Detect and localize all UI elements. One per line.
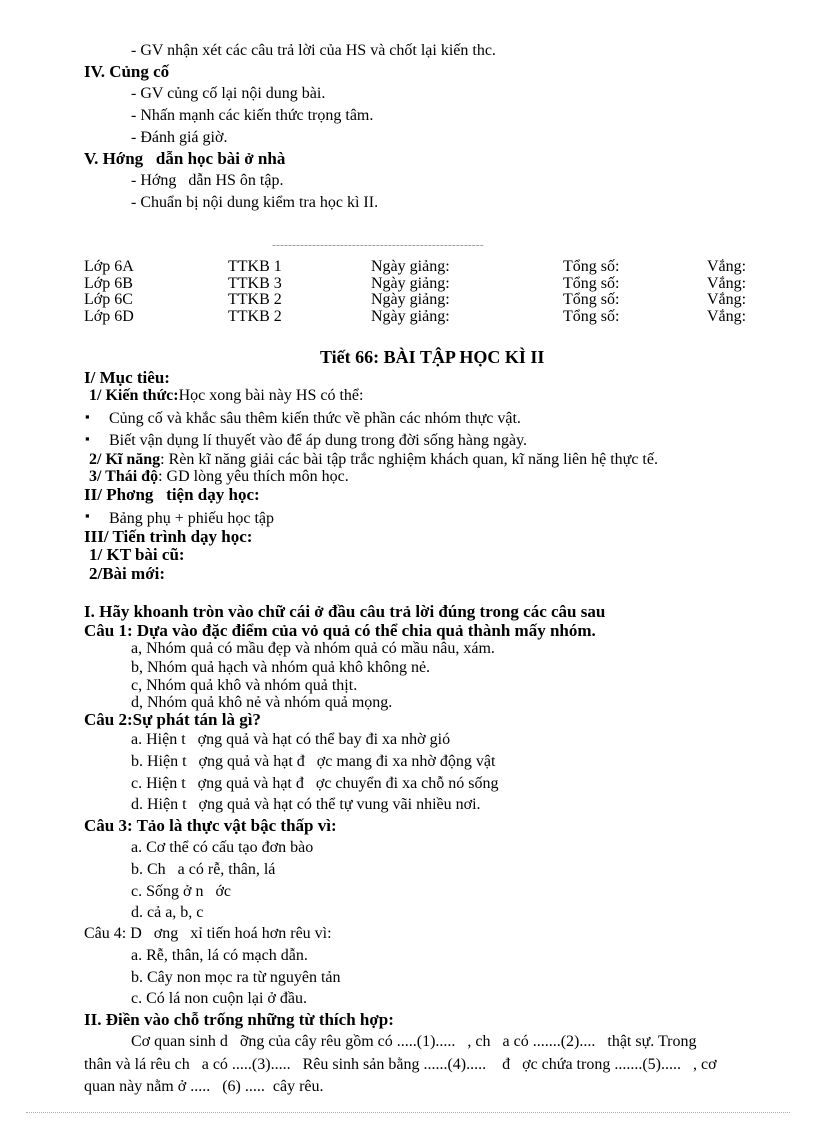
q4-option: b. Cây non mọc ra từ nguyên tản <box>131 969 341 986</box>
absent-label: Vắng: <box>707 308 747 325</box>
bullet-icon: ▪ <box>85 409 90 424</box>
materials-title: II/ Phơng tiện dạy học: <box>84 485 260 504</box>
total-label: Tổng số: <box>563 291 620 308</box>
bullet-icon: ▪ <box>85 508 90 523</box>
knowledge-label: 1/ Kiến thức: <box>89 387 179 404</box>
attitude-text: : GD lòng yêu thích môn học. <box>158 468 349 485</box>
ttkb: TTKB 2 <box>228 291 282 308</box>
fill-in-line: quan này nằm ở ..... (6) ..... cây rêu. <box>84 1078 324 1095</box>
bullet-icon: ▪ <box>85 431 90 446</box>
class-name: Lớp 6B <box>84 275 133 292</box>
knowledge-bullet: Biết vận dụng lí thuyết vào để áp dung trong đời sống hàng ngày. <box>109 432 528 449</box>
schedule-row <box>84 291 764 308</box>
question-4: Câu 4: D ơng xỉ tiến hoá hơn rêu vì: <box>84 925 332 942</box>
q4-option: a. Rễ, thân, lá có mạch dẫn. <box>131 947 308 964</box>
q2-option: b. Hiện t ợng quả và hạt đ ợc mang đi xa nhờ động vật <box>131 753 496 770</box>
dashed-divider: ----------------------------------------------------- <box>272 238 484 246</box>
fill-in-line: thân và lá rêu ch a có .....(3)..... Rêu sinh sản bằng ......(4)..... đ ợc chứa trong .......(5)..... , cơ <box>84 1056 717 1073</box>
skills-line <box>89 451 658 469</box>
knowledge-line <box>89 387 363 405</box>
question-1: Câu 1: Dựa vào đặc điểm của vỏ quả có thể chia quả thành mấy nhóm. <box>84 621 596 640</box>
huong-dan-item: - Chuẩn bị nội dung kiểm tra học kì II. <box>131 194 379 211</box>
process-title: III/ Tiến trình dạy học: <box>84 527 253 546</box>
cung-co-item: - Nhấn mạnh các kiến thức trọng tâm. <box>131 107 374 124</box>
class-name: Lớp 6D <box>84 308 134 325</box>
total-label: Tổng số: <box>563 308 620 325</box>
new-lesson: 2/Bài mới: <box>89 564 165 583</box>
part1-title: I. Hãy khoanh tròn vào chữ cái ở đầu câu trả lời đúng trong các câu sau <box>84 602 606 621</box>
schedule-row <box>84 258 764 275</box>
total-label: Tổng số: <box>563 275 620 292</box>
materials-item: Bảng phụ + phiếu học tập <box>109 510 274 527</box>
teaching-date-label: Ngày giảng: <box>371 275 450 292</box>
cung-co-item: - Đánh giá giờ. <box>131 129 228 146</box>
ttkb: TTKB 3 <box>228 275 282 292</box>
q3-option: b. Ch a có rễ, thân, lá <box>131 861 276 878</box>
fill-in-line: Cơ quan sinh d ỡng của cây rêu gồm có .....(1)..... , ch a có .......(2).... thật sự. Trong <box>131 1033 697 1050</box>
question-3: Câu 3: Tảo là thực vật bậc thấp vì: <box>84 816 337 835</box>
teaching-date-label: Ngày giảng: <box>371 308 450 325</box>
part2-title: II. Điền vào chỗ trống những từ thích hợp: <box>84 1010 394 1029</box>
knowledge-text: Học xong bài này HS có thể: <box>178 387 364 404</box>
teaching-date-label: Ngày giảng: <box>371 258 450 275</box>
absent-label: Vắng: <box>707 275 747 292</box>
schedule-row <box>84 275 764 292</box>
total-label: Tổng số: <box>563 258 620 275</box>
attitude-line <box>89 468 349 486</box>
schedule-row <box>84 308 764 325</box>
q1-option: c, Nhóm quả khô và nhóm quả thịt. <box>131 677 358 694</box>
section-title-cung-co: IV. Củng cố <box>84 62 170 81</box>
question-2: Câu 2:Sự phát tán là gì? <box>84 710 261 729</box>
q1-option: a, Nhóm quả có mầu đẹp và nhóm quả có mầu nâu, xám. <box>131 640 495 657</box>
objectives-title: I/ Mục tiêu: <box>84 368 170 387</box>
section-title-huong-dan: V. Hớng dẫn học bài ở nhà <box>84 149 286 168</box>
knowledge-bullet: Củng cố và khắc sâu thêm kiến thức về phần các nhóm thực vật. <box>109 410 521 427</box>
q1-option: d, Nhóm quả khô nẻ và nhóm quả mọng. <box>131 694 393 711</box>
q3-option: c. Sống ở n ớc <box>131 883 232 900</box>
q3-option: a. Cơ thể có cấu tạo đơn bào <box>131 839 314 856</box>
q1-option: b, Nhóm quả hạch và nhóm quả khô không nẻ. <box>131 659 431 676</box>
teaching-date-label: Ngày giảng: <box>371 291 450 308</box>
attitude-label: 3/ Thái độ <box>89 468 159 485</box>
q3-option: d. cả a, b, c <box>131 904 204 921</box>
ttkb: TTKB 1 <box>228 258 282 275</box>
class-name: Lớp 6C <box>84 291 133 308</box>
class-name: Lớp 6A <box>84 258 134 275</box>
skills-text: : Rèn kĩ năng giải các bài tập trắc nghiệm khách quan, kĩ năng liên hệ thực tế. <box>160 451 658 468</box>
closing-line: - GV nhận xét các câu trả lời của HS và chốt lại kiến thc. <box>131 42 496 59</box>
q4-option: c. Có lá non cuộn lại ở đầu. <box>131 990 307 1007</box>
q2-option: a. Hiện t ợng quả và hạt có thể bay đi xa nhờ gió <box>131 731 451 748</box>
lesson-title: Tiết 66: BÀI TẬP HỌC KÌ II <box>320 347 545 367</box>
q2-option: c. Hiện t ợng quả và hạt đ ợc chuyển đi xa chỗ nó sống <box>131 775 499 792</box>
absent-label: Vắng: <box>707 291 747 308</box>
cung-co-item: - GV củng cố lại nội dung bài. <box>131 85 326 102</box>
ttkb: TTKB 2 <box>228 308 282 325</box>
absent-label: Vắng: <box>707 258 747 275</box>
old-lesson-check: 1/ KT bài cũ: <box>89 545 185 564</box>
page-bottom-rule <box>26 1112 790 1113</box>
skills-label: 2/ Kĩ năng <box>89 451 161 468</box>
huong-dan-item: - Hớng dẫn HS ôn tập. <box>131 172 284 189</box>
q2-option: d. Hiện t ợng quả và hạt có thể tự vung vãi nhiều nơi. <box>131 796 481 813</box>
